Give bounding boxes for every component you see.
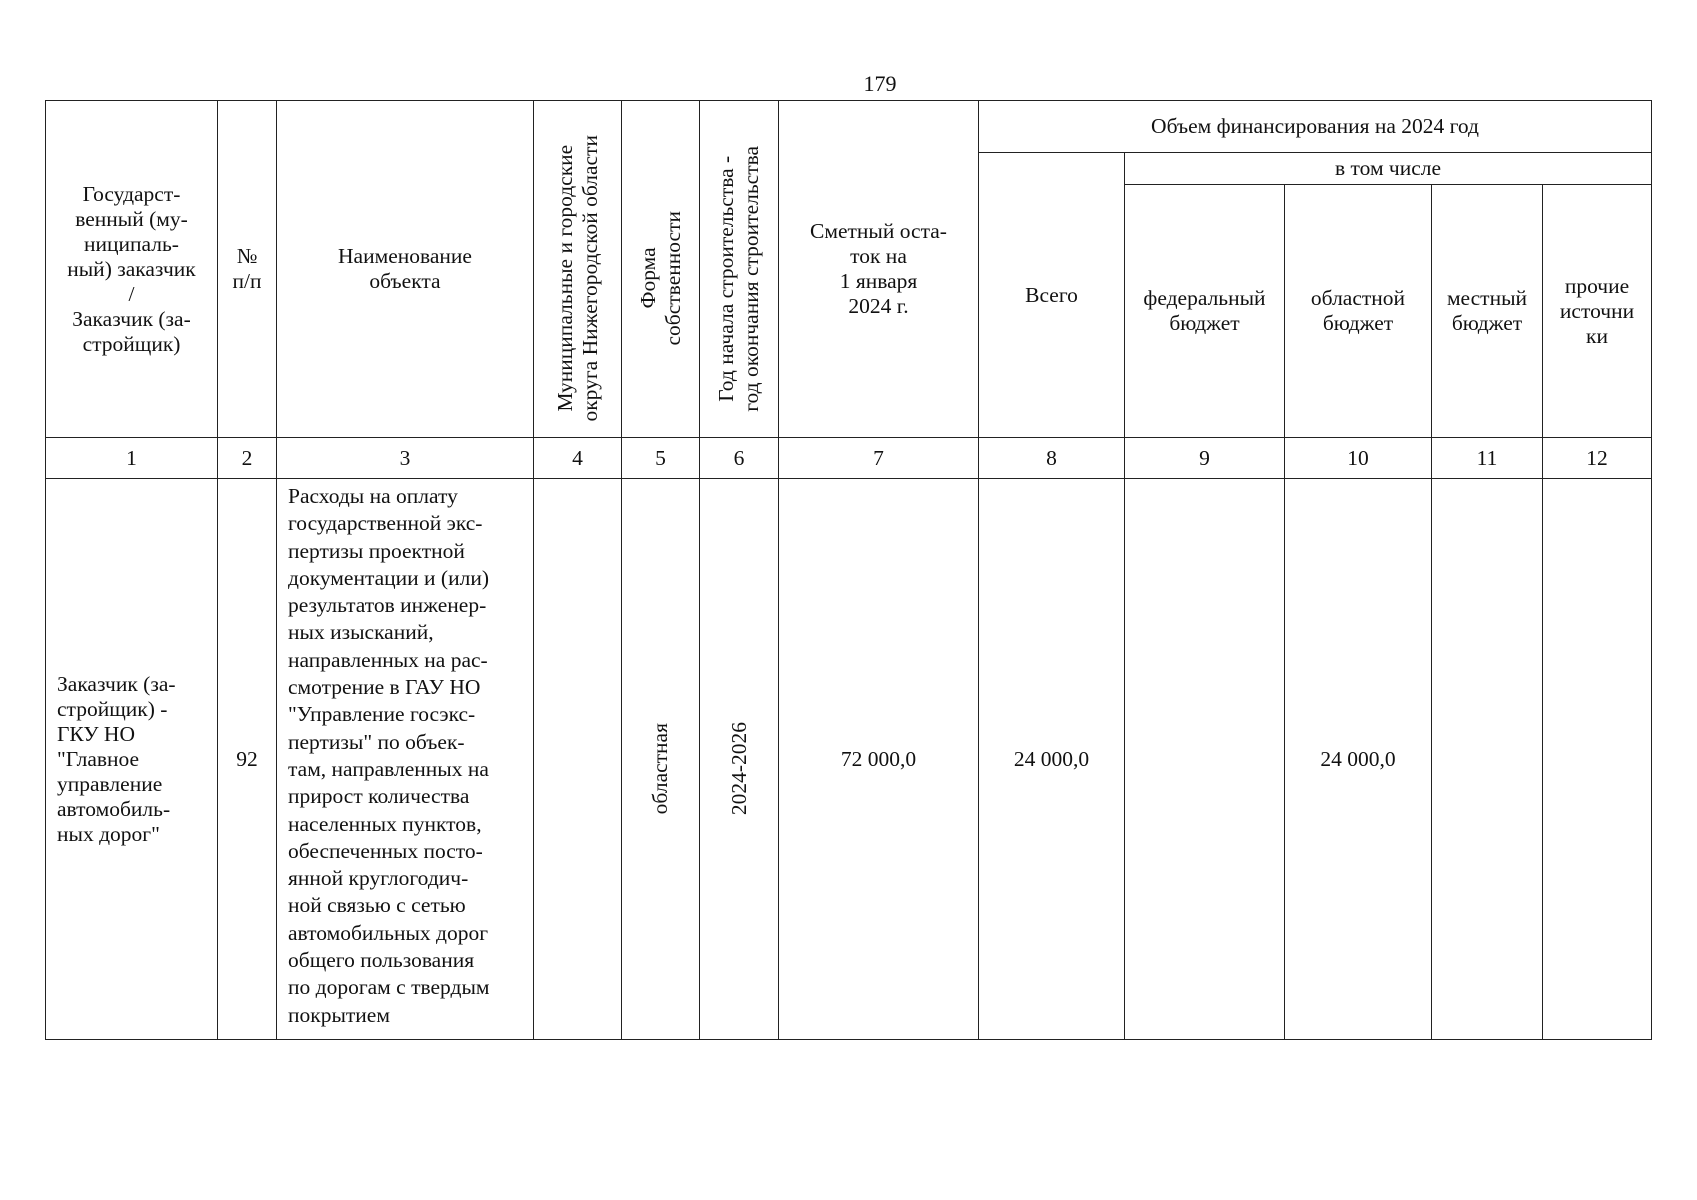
cell-ownership	[622, 479, 700, 1040]
header-regional: областной бюджет	[1285, 185, 1432, 438]
column-number: 2	[218, 438, 277, 479]
header-ownership	[622, 101, 700, 438]
cell-total: 24 000,0	[979, 479, 1125, 1040]
column-number: 3	[277, 438, 534, 479]
header-years	[700, 101, 779, 438]
header-including: в том числе	[1125, 153, 1652, 185]
header-row-1	[46, 101, 1652, 153]
column-number: 10	[1285, 438, 1432, 479]
column-number: 12	[1543, 438, 1652, 479]
financing-table	[45, 100, 1652, 1040]
header-other: прочие источни ки	[1543, 185, 1652, 438]
page-number: 179	[863, 71, 897, 96]
header-municipalities	[534, 101, 622, 438]
header-total: Всего	[979, 153, 1125, 438]
table-row	[46, 479, 1652, 1040]
cell-number: 92	[218, 479, 277, 1040]
header-ownership-text: Форма собственности	[635, 211, 685, 346]
column-number: 4	[534, 438, 622, 479]
cell-other	[1543, 479, 1652, 1040]
cell-local	[1432, 479, 1543, 1040]
header-local: местный бюджет	[1432, 185, 1543, 438]
cell-federal	[1125, 479, 1285, 1040]
cell-municipality	[534, 479, 622, 1040]
header-federal: федеральный бюджет	[1125, 185, 1285, 438]
column-number: 11	[1432, 438, 1543, 479]
column-number: 7	[779, 438, 979, 479]
column-number: 5	[622, 438, 700, 479]
header-object-name: Наименование объекта	[277, 101, 534, 438]
cell-estimate: 72 000,0	[779, 479, 979, 1040]
cell-years-text: 2024-2026	[726, 721, 751, 816]
header-number: № п/п	[218, 101, 277, 438]
cell-object-name: Расходы на оплату государственной экс- пертизы проектной документации и (или) результатов инженер- ных изысканий, направленных на рас- смотрение в ГАУ НО "Управление госэкс- пертизы" по объек- там, направленных на прирост количества населенных пунктов, обеспеченных посто- янной круглогодич- ной связью с сетью автомобильных дорог общего пользования по дорогам с твердым покрытием	[277, 479, 534, 1040]
header-municipalities-text: Муниципальные и городские округа Нижегородской области	[552, 135, 602, 422]
header-customer: Государст- венный (му- ниципаль- ный) заказчик / Заказчик (за- стройщик)	[46, 101, 218, 438]
header-estimate: Сметный оста- ток на 1 января 2024 г.	[779, 101, 979, 438]
column-number: 9	[1125, 438, 1285, 479]
cell-regional: 24 000,0	[1285, 479, 1432, 1040]
column-number: 1	[46, 438, 218, 479]
cell-ownership-text: областная	[648, 722, 672, 815]
column-number: 8	[979, 438, 1125, 479]
column-number: 6	[700, 438, 779, 479]
header-years-text: Год начала строительства - год окончания строительства	[714, 145, 763, 412]
column-numbers-row	[46, 438, 1652, 479]
header-funding-group: Объем финансирования на 2024 год	[979, 101, 1652, 153]
cell-customer: Заказчик (за- стройщик) - ГКУ НО "Главное управление автомобиль- ных дорог"	[46, 479, 218, 1040]
cell-years	[700, 479, 779, 1040]
